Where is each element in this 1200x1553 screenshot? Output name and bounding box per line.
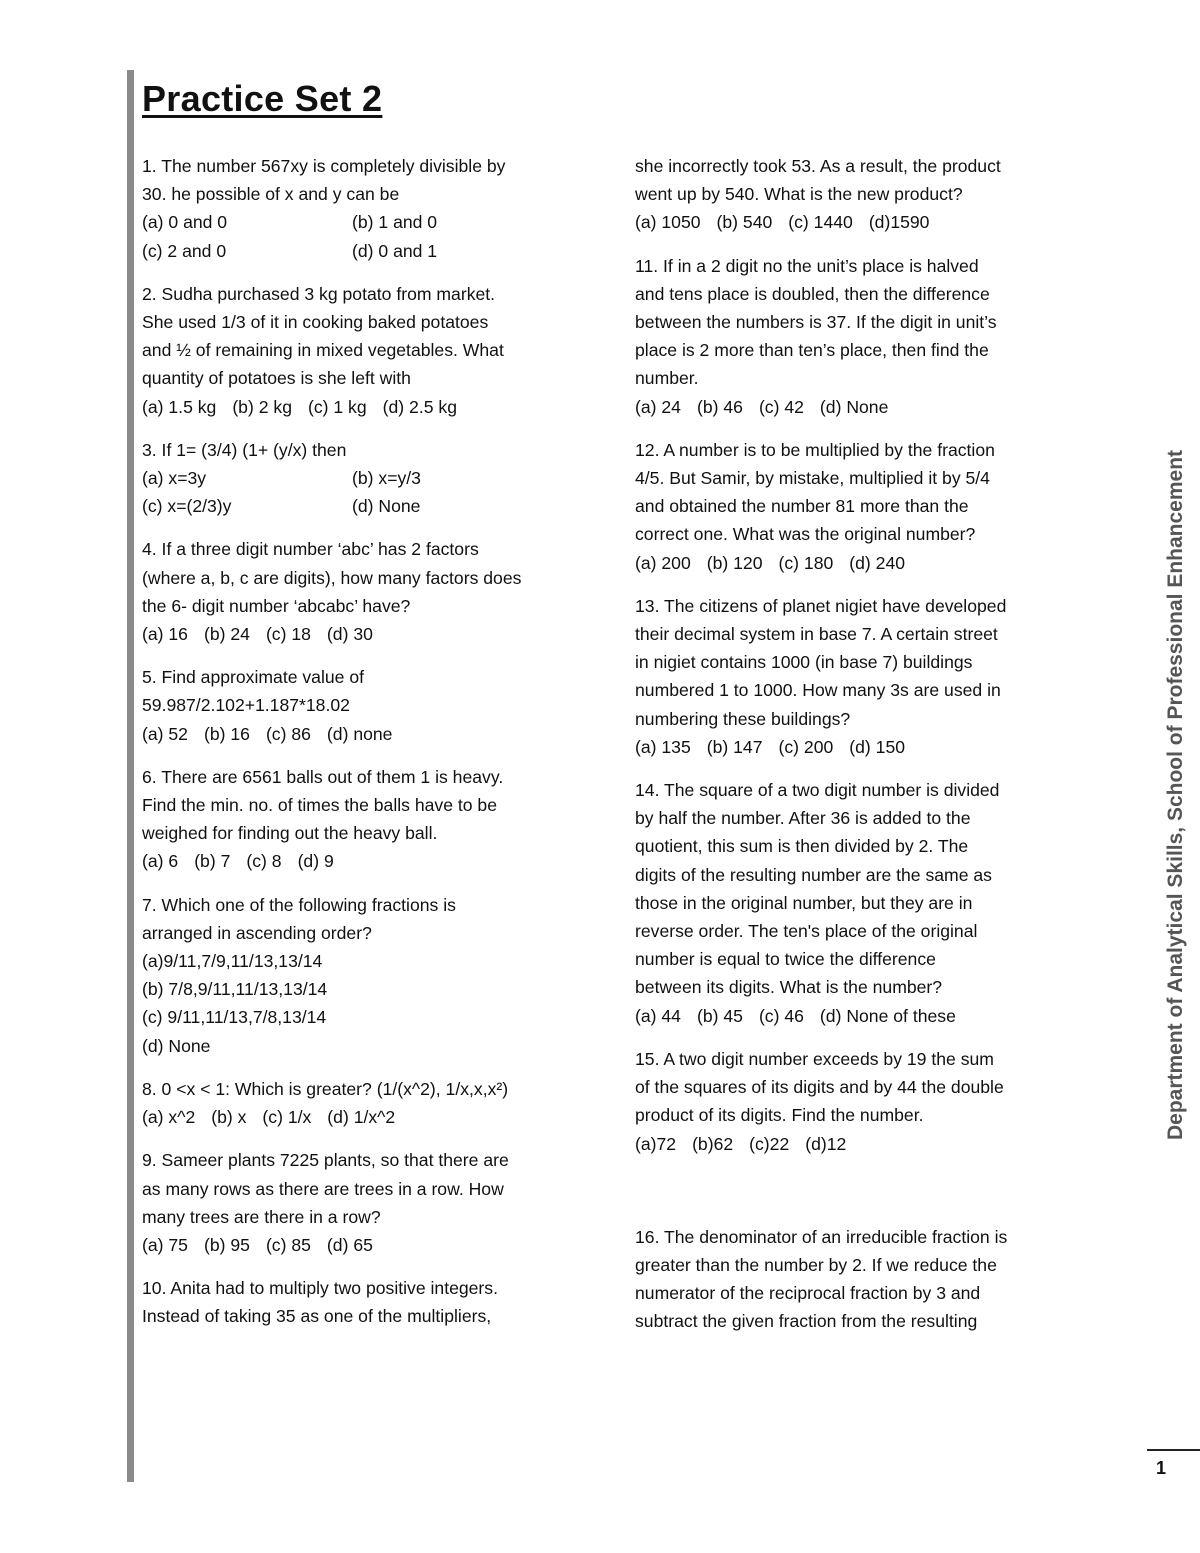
question-block: [635, 592, 1075, 761]
answer-option: (c) 18: [265, 624, 311, 645]
answer-option: (a) 24: [635, 396, 681, 417]
answer-option: (a) 44: [635, 1005, 681, 1026]
answer-options-row: [142, 947, 597, 975]
answer-option: (c) 86: [265, 723, 311, 744]
answer-option: (d) 30: [326, 624, 373, 645]
question-block: [142, 1146, 597, 1259]
answer-option: (b) 147: [706, 736, 763, 757]
answer-option: (d) None: [142, 1035, 211, 1056]
question-text-line: 6. There are 6561 balls out of them 1 is heavy.: [142, 766, 504, 787]
question-block: [142, 1274, 597, 1330]
question-text-line: reverse order. The ten's place of the original: [635, 921, 978, 942]
answer-option: (c) 85: [265, 1234, 311, 1255]
question-text-line: 13. The citizens of planet nigiet have developed: [635, 595, 1007, 616]
answer-options-row: [142, 237, 597, 265]
answer-option: (d) None: [352, 496, 421, 517]
answer-options-row: [142, 393, 597, 421]
answer-options-row: [142, 464, 597, 492]
question-block: [635, 1223, 1075, 1336]
question-text-line: their decimal system in base 7. A certain street: [635, 624, 998, 645]
answer-option: (b) x=y/3: [352, 468, 421, 489]
answer-option: (c) 1440: [788, 212, 853, 233]
question-text-line: 30. he possible of x and y can be: [142, 184, 400, 205]
answer-options-row: [142, 720, 597, 748]
answer-option: (a) x^2: [142, 1107, 196, 1128]
question-text-line: arranged in ascending order?: [142, 922, 372, 943]
question-text-line: numbering these buildings?: [635, 708, 851, 729]
answer-option: (c) 42: [758, 396, 804, 417]
question-text-line: and tens place is doubled, then the difference: [635, 283, 990, 304]
question-text-line: 15. A two digit number exceeds by 19 the sum: [635, 1048, 994, 1069]
question-text-line: correct one. What was the original number?: [635, 524, 976, 545]
question-text-line: many trees are there in a row?: [142, 1206, 381, 1227]
question-text-line: product of its digits. Find the number.: [635, 1105, 924, 1126]
answer-options-row: [142, 1103, 597, 1131]
answer-option: (d) 65: [326, 1234, 373, 1255]
question-text-line: she incorrectly took 53. As a result, the product: [635, 156, 1001, 176]
question-text-line: place is 2 more than ten’s place, then find the: [635, 340, 989, 361]
question-text-line: She used 1/3 of it in cooking baked potatoes: [142, 312, 489, 333]
question-block: [142, 663, 597, 748]
answer-option: (b) x: [211, 1107, 247, 1128]
question-text-line: numerator of the reciprocal fraction by 3 and: [635, 1283, 981, 1304]
answer-option: (d) None of these: [819, 1005, 956, 1026]
page-title: Practice Set 2: [142, 78, 383, 119]
answer-options-row: [635, 549, 1075, 577]
answer-option: (d) 1/x^2: [327, 1107, 396, 1128]
answer-option: (b) 24: [203, 624, 250, 645]
answer-option: (c) 46: [758, 1005, 804, 1026]
answer-options-row: [635, 733, 1075, 761]
answer-option: (a) 0 and 0: [142, 212, 228, 233]
question-text-line: and obtained the number 81 more than the: [635, 496, 969, 517]
answer-option: (a) 52: [142, 723, 188, 744]
question-text-line: and ½ of remaining in mixed vegetables. What: [142, 340, 504, 361]
answer-option: (a) 6: [142, 851, 179, 872]
answer-option: (b) 46: [696, 396, 743, 417]
question-text-line: between its digits. What is the number?: [635, 977, 943, 998]
page-number-rule: [1147, 1449, 1200, 1451]
question-text-line: quotient, this sum is then divided by 2. The: [635, 836, 969, 857]
question-text-line: 4/5. But Samir, by mistake, multiplied it by 5/4: [635, 468, 990, 489]
question-text-line: number.: [635, 368, 699, 389]
question-text-line: quantity of potatoes is she left with: [142, 368, 411, 389]
answer-option: (c) 200: [778, 736, 834, 757]
left-question-column: [142, 152, 597, 1346]
answer-option: (a) 16: [142, 624, 188, 645]
question-text-line: 1. The number 567xy is completely divisible by: [142, 156, 506, 176]
answer-option: (d)12: [805, 1133, 847, 1154]
question-text-line: between the numbers is 37. If the digit in unit’s: [635, 312, 997, 333]
question-block: [142, 280, 597, 421]
answer-option: (b)62: [692, 1133, 734, 1154]
question-text-line: 11. If in a 2 digit no the unit’s place is halved: [635, 255, 979, 276]
question-text-line: by half the number. After 36 is added to the: [635, 808, 971, 829]
right-question-column: [635, 152, 1075, 1351]
question-text-line: weighed for finding out the heavy ball.: [142, 823, 438, 844]
question-text-line: of the squares of its digits and by 44 the double: [635, 1077, 1004, 1098]
question-text-line: in nigiet contains 1000 (in base 7) buildings: [635, 652, 973, 673]
answer-option: (c) 8: [246, 851, 282, 872]
vertical-department-label: Department of Analytical Skills, School of Professional Enhancement: [1164, 449, 1187, 1141]
question-text-line: 3. If 1= (3/4) (1+ (y/x) then: [142, 439, 347, 460]
question-text-line: 5. Find approximate value of: [142, 667, 365, 688]
question-block: [635, 1045, 1075, 1158]
question-block: [142, 1075, 597, 1131]
question-text-line: 10. Anita had to multiply two positive integers.: [142, 1278, 498, 1299]
question-block: [142, 535, 597, 648]
answer-option: (d)1590: [868, 212, 930, 233]
question-text-line: greater than the number by 2. If we reduce the: [635, 1254, 997, 1275]
answer-option: (b) 1 and 0: [352, 212, 438, 233]
question-text-line: the 6- digit number ‘abcabc’ have?: [142, 595, 411, 616]
answer-option: (a) 135: [635, 736, 691, 757]
answer-option: (d) 150: [849, 736, 906, 757]
answer-option: (b) 540: [716, 212, 773, 233]
answer-option: (d) 240: [849, 552, 906, 573]
answer-option: (c) x=(2/3)y: [142, 496, 232, 517]
answer-option: (d) 0 and 1: [352, 240, 438, 261]
answer-option: (c) 1 kg: [307, 396, 367, 417]
answer-option: (a) 1.5 kg: [142, 396, 217, 417]
question-text-line: 9. Sameer plants 7225 plants, so that there are: [142, 1150, 509, 1171]
question-text-line: 4. If a three digit number ‘abc’ has 2 factors: [142, 539, 479, 560]
question-text-line: 2. Sudha purchased 3 kg potato from market.: [142, 283, 496, 304]
question-block: [142, 891, 597, 1060]
page-number: 1: [1156, 1458, 1167, 1478]
question-text-line: (where a, b, c are digits), how many factors does: [142, 567, 522, 588]
answer-options-row: [635, 1130, 1075, 1158]
answer-options-row: [635, 208, 1075, 236]
answer-option: (b) 95: [203, 1234, 250, 1255]
answer-options-row: [142, 208, 597, 236]
answer-options-row: [142, 975, 597, 1003]
answer-option: (b) 16: [203, 723, 250, 744]
answer-option: (b) 2 kg: [232, 396, 292, 417]
question-text-line: Find the min. no. of times the balls have to be: [142, 795, 498, 816]
question-block: [635, 252, 1075, 421]
question-block: [142, 436, 597, 521]
question-text-line: went up by 540. What is the new product?: [635, 184, 963, 205]
answer-option: (a) x=3y: [142, 468, 207, 489]
answer-option: (b) 7: [194, 851, 231, 872]
answer-options-row: [635, 1002, 1075, 1030]
answer-option: (d) 2.5 kg: [382, 396, 457, 417]
answer-option: (c) 2 and 0: [142, 240, 227, 261]
question-text-line: subtract the given fraction from the resulting: [635, 1311, 978, 1332]
answer-option: (c) 180: [778, 552, 834, 573]
question-text-line: numbered 1 to 1000. How many 3s are used in: [635, 680, 1001, 701]
answer-option: (a)72: [635, 1133, 677, 1154]
question-text-line: 7. Which one of the following fractions is: [142, 894, 456, 915]
answer-option: (a) 200: [635, 552, 691, 573]
answer-option: (b) 7/8,9/11,11/13,13/14: [142, 979, 328, 1000]
answer-options-row: [142, 847, 597, 875]
left-margin-rule: [127, 70, 134, 1482]
answer-options-row: [142, 1032, 597, 1060]
answer-options-row: [142, 492, 597, 520]
answer-option: (d) None: [819, 396, 889, 417]
answer-option: (d) 9: [297, 851, 334, 872]
answer-option: (a)9/11,7/9,11/13,13/14: [142, 951, 323, 972]
answer-options-row: [142, 1231, 597, 1259]
answer-options-row: [142, 620, 597, 648]
answer-option: (c) 1/x: [262, 1107, 312, 1128]
question-text-line: 59.987/2.102+1.187*18.02: [142, 695, 350, 716]
question-block: [635, 152, 1075, 237]
answer-option: (c)22: [749, 1133, 790, 1154]
question-text-line: those in the original number, but they are in: [635, 892, 973, 913]
question-text-line: number is equal to twice the difference: [635, 949, 936, 970]
question-text-line: 14. The square of a two digit number is divided: [635, 780, 1000, 801]
answer-option: (d) none: [326, 723, 393, 744]
answer-options-row: [142, 1003, 597, 1031]
question-text-line: 16. The denominator of an irreducible fraction is: [635, 1226, 1008, 1247]
question-text-line: Instead of taking 35 as one of the multipliers,: [142, 1306, 492, 1327]
question-block: [635, 436, 1075, 577]
question-block: [142, 763, 597, 876]
answer-options-row: [635, 393, 1075, 421]
answer-option: (a) 1050: [635, 212, 701, 233]
question-text-line: as many rows as there are trees in a row. How: [142, 1178, 504, 1199]
question-text-line: digits of the resulting number are the same as: [635, 864, 992, 885]
answer-option: (a) 75: [142, 1234, 188, 1255]
answer-option: (b) 120: [706, 552, 763, 573]
question-text-line: 12. A number is to be multiplied by the fraction: [635, 439, 995, 460]
blank-spacer: [635, 1173, 1075, 1223]
answer-option: (c) 9/11,11/13,7/8,13/14: [142, 1007, 327, 1028]
answer-option: (b) 45: [696, 1005, 743, 1026]
question-block: [635, 776, 1075, 1030]
question-block: [142, 152, 597, 265]
question-text-line: 8. 0 <x < 1: Which is greater? (1/(x^2), 1/x,x,x²): [142, 1078, 509, 1099]
